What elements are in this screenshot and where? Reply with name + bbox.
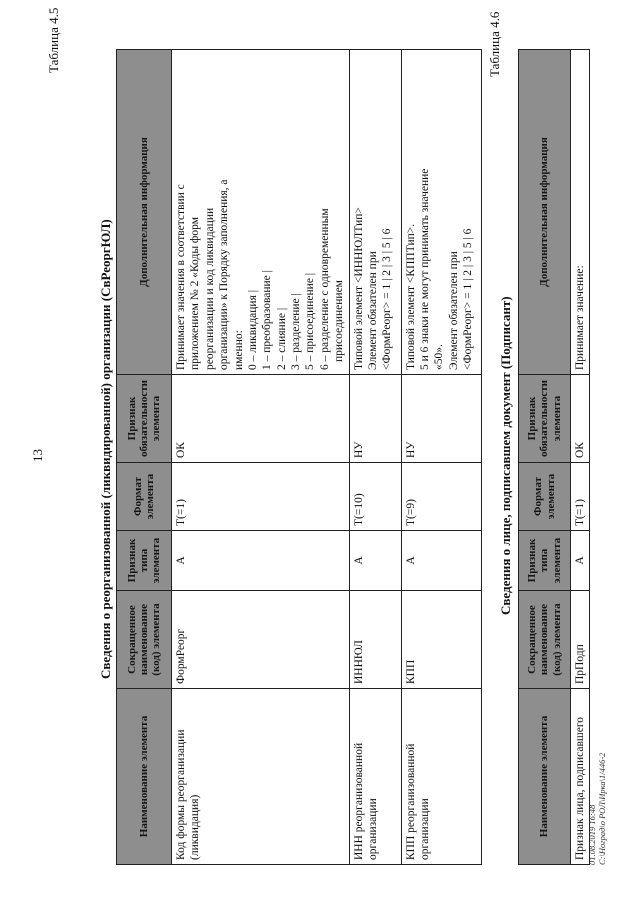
info-line: Принимает значение: bbox=[574, 265, 586, 370]
info-line: именно: bbox=[232, 330, 245, 370]
header-cell: Дополнительная информация bbox=[117, 50, 172, 375]
info-line: Элемент обязателен при bbox=[447, 251, 460, 370]
header-cell: Признак типа элемента bbox=[117, 531, 172, 591]
element-type-cell: А bbox=[401, 531, 481, 591]
element-code-cell: ПрПодп bbox=[571, 591, 590, 689]
info-line: 5 – присоединение | bbox=[304, 272, 317, 370]
info-line: реорганизации и код ликвидации bbox=[203, 207, 216, 370]
element-name-cell: ИНН реорганизованной организации bbox=[349, 689, 401, 865]
info-line: «50». bbox=[433, 344, 446, 370]
element-code-cell: ФормРеорг bbox=[172, 591, 350, 689]
element-name-cell: Код формы реорганизации (ликвидация) bbox=[172, 689, 350, 865]
table-row bbox=[172, 50, 350, 865]
header-cell: Формат элемента bbox=[519, 463, 571, 531]
table-4-5 bbox=[116, 49, 482, 865]
info-line: 0 – ликвидация | bbox=[246, 289, 259, 370]
element-info-cell bbox=[349, 50, 401, 375]
table-row bbox=[571, 50, 590, 865]
info-line: присоединением bbox=[333, 280, 346, 362]
element-info-cell bbox=[571, 50, 590, 375]
footer-note bbox=[587, 753, 607, 865]
element-info-cell bbox=[172, 50, 350, 375]
element-format-cell: T(=1) bbox=[571, 463, 590, 531]
info-line: приложением № 2 «Коды форм bbox=[189, 217, 202, 370]
header-cell: Наименование элемента bbox=[117, 689, 172, 865]
element-format-cell: T(=10) bbox=[349, 463, 401, 531]
element-required-cell: НУ bbox=[349, 375, 401, 463]
element-required-cell: НУ bbox=[401, 375, 481, 463]
info-line: Типовой элемент <ИННЮЛТип> bbox=[352, 207, 365, 370]
element-type-cell: А bbox=[571, 531, 590, 591]
header-cell: Наименование элемента bbox=[519, 689, 571, 865]
element-info-cell bbox=[401, 50, 481, 375]
element-format-cell: T(=1) bbox=[172, 463, 350, 531]
header-cell: Сокращенное наименование (код) элемента bbox=[519, 591, 571, 689]
header-cell: Признак типа элемента bbox=[519, 531, 571, 591]
element-format-cell: T(=9) bbox=[401, 463, 481, 531]
header-cell: Сокращенное наименование (код) элемента bbox=[117, 591, 172, 689]
table-4-6-title: Сведения о лице, подписавшем документ (Подписант) bbox=[498, 296, 513, 615]
element-required-cell: ОК bbox=[571, 375, 590, 463]
info-line: Принимает значения в соответствии с bbox=[175, 184, 187, 370]
element-code-cell: КПП bbox=[401, 591, 481, 689]
page-number: 13 bbox=[30, 449, 45, 462]
table-header-row bbox=[117, 50, 172, 865]
info-line: <ФормРеорг> = 1 | 2 | 3 | 5 | 6 bbox=[381, 228, 394, 370]
header-cell: Признак обязательности элемента bbox=[117, 375, 172, 463]
info-line: организации» к Порядку заполнения, а bbox=[218, 179, 231, 370]
header-cell: Признак обязательности элемента bbox=[519, 375, 571, 463]
element-code-cell: ИННЮЛ bbox=[349, 591, 401, 689]
table-4-5-title: Сведения о реорганизованной (ликвидированной) организации (СвРеоргЮЛ) bbox=[98, 219, 113, 679]
table-4-6-label: Таблица 4.6 bbox=[487, 11, 502, 77]
footer-timestamp: 01.08.2019 16:48 bbox=[587, 804, 597, 865]
info-line: 3 – разделение | bbox=[290, 293, 302, 370]
info-line: 1 – преобразование | bbox=[261, 270, 274, 370]
table-header-row bbox=[519, 50, 571, 865]
header-cell: Дополнительная информация bbox=[519, 50, 571, 375]
element-type-cell: А bbox=[349, 531, 401, 591]
info-line: 2 – слияние | bbox=[275, 307, 288, 370]
table-4-6 bbox=[518, 49, 590, 865]
info-line: 5 и 6 знаки не могут принимать значение bbox=[418, 168, 431, 370]
table-4-5-label: Таблица 4.5 bbox=[46, 7, 61, 73]
element-type-cell: А bbox=[172, 531, 350, 591]
element-required-cell: ОК bbox=[172, 375, 350, 463]
info-line: 6 – разделение с одновременным bbox=[318, 208, 331, 370]
header-cell: Формат элемента bbox=[117, 463, 172, 531]
table-row bbox=[349, 50, 401, 865]
info-line: <ФормРеорг> = 1 | 2 | 3 | 5 | 6 bbox=[462, 228, 474, 370]
info-line: Типовой элемент <КППТип>. bbox=[404, 223, 417, 370]
info-line: Элемент обязателен при bbox=[366, 251, 379, 370]
table-row bbox=[401, 50, 481, 865]
element-name-cell: Признак лица, подписавшего bbox=[571, 689, 590, 865]
element-name-cell: КПП реорганизованной организации bbox=[401, 689, 481, 865]
footer-path: C:\Ноград\о РОЛ\Ирка\1/446-2 bbox=[597, 752, 608, 865]
